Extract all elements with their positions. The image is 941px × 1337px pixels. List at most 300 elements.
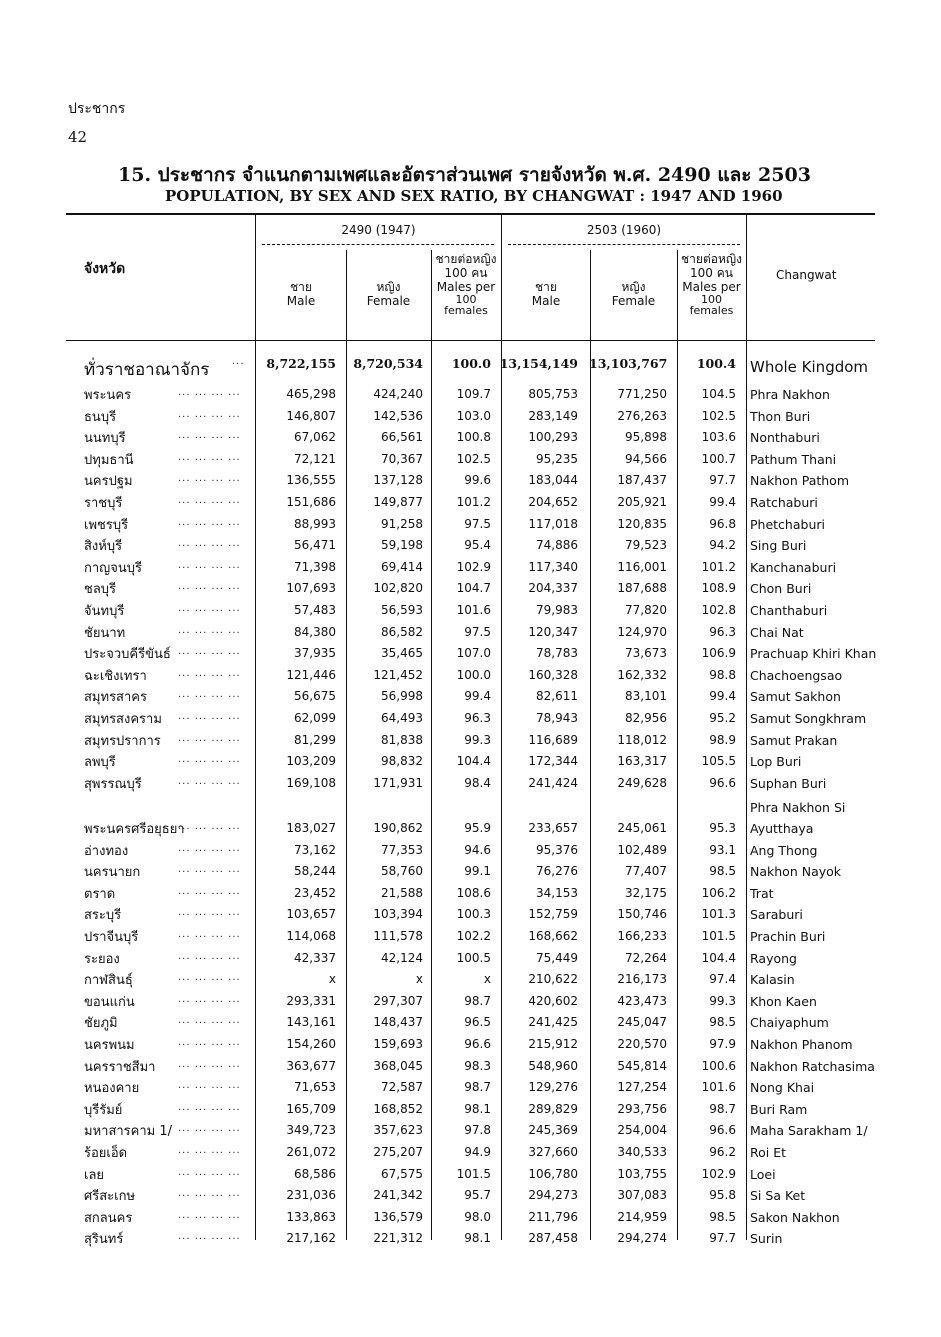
row-name-english: Ayutthaya	[750, 821, 814, 836]
row-dots: ... ... ... ...	[178, 451, 241, 463]
row-dots: ... ... ... ...	[178, 689, 241, 701]
row-name-english: Prachuap Khiri Khan	[750, 646, 877, 662]
male-label-thai: ชาย	[535, 280, 557, 294]
female-1960: 124,970	[617, 624, 667, 639]
row-dots: ... ... ... ...	[178, 495, 241, 506]
table-row	[0, 1123, 941, 1144]
female-1947: 159,693	[373, 1037, 423, 1051]
male-1960: 120,347	[528, 624, 578, 639]
row-name-thai: จันทบุรี	[84, 604, 125, 619]
male-1947: 165,709	[286, 1101, 336, 1116]
female-1960: 187,688	[617, 581, 667, 596]
female-1947: 59,198	[381, 538, 423, 553]
female-1947: 148,437	[373, 1015, 423, 1030]
female-1947: 190,862	[373, 821, 423, 835]
male-1960: 129,276	[528, 1080, 578, 1095]
male-1947: 143,161	[286, 1015, 336, 1030]
row-name-english: Prachin Buri	[750, 929, 826, 944]
ratio-1947: 104.7	[456, 581, 491, 596]
female-1947: 64,493	[381, 711, 423, 725]
female-1960: 294,274	[617, 1231, 667, 1246]
row-name-english: Sing Buri	[750, 538, 807, 554]
female-1947: 111,578	[373, 929, 423, 943]
row-dots: ... ... ... ...	[178, 1058, 241, 1070]
ratio-1960: 108.9	[701, 581, 736, 596]
ratio-1947: 107.0	[456, 646, 491, 661]
row-dots: ... ... ... ...	[178, 473, 241, 485]
female-1947: 424,240	[373, 387, 423, 401]
female-1947: 137,128	[373, 473, 423, 488]
female-1960: 94,566	[625, 451, 667, 466]
male-1960: 283,149	[528, 408, 578, 423]
ratio-1947: 100.5	[456, 950, 491, 965]
row-dots: ...	[232, 356, 245, 367]
ratio-1960: 104.5	[701, 387, 736, 401]
ratio-1960: 98.7	[709, 1101, 736, 1116]
row-name-english: Whole Kingdom	[750, 358, 869, 376]
row-name-english: Nakhon Phanom	[750, 1037, 853, 1052]
table-row	[0, 994, 941, 1015]
female-1947: 241,342	[373, 1188, 423, 1203]
row-name-thai: เพชรบุรี	[84, 517, 129, 533]
female-1947: 91,258	[381, 516, 423, 531]
ratio-1947: 101.5	[456, 1166, 491, 1181]
female-1960: 166,233	[617, 929, 667, 943]
male-1960: 160,328	[528, 667, 578, 682]
female-1960: 245,047	[617, 1015, 667, 1030]
male-1947: 103,209	[286, 754, 336, 769]
female-1947: 58,760	[381, 864, 423, 879]
row-name-english: Pathum Thani	[750, 451, 837, 467]
table-row	[0, 387, 941, 408]
row-name-thai: ปทุมธานี	[84, 452, 134, 468]
male-header-1960	[502, 280, 590, 308]
table-row	[0, 1059, 941, 1080]
ratio-1960: 97.4	[709, 972, 736, 987]
female-1947: 103,394	[373, 907, 423, 922]
table-row	[0, 821, 941, 842]
male-1947: 88,993	[294, 516, 336, 531]
female-1960: 187,437	[617, 473, 667, 488]
ratio-1947: 96.5	[464, 1015, 491, 1030]
ratio-1947: 99.6	[464, 473, 491, 488]
female-1947: 86,582	[381, 624, 423, 639]
ratio-1960: 106.9	[701, 646, 736, 661]
row-name-thai: ชัยนาท	[84, 625, 126, 641]
female-1947: 368,045	[373, 1058, 423, 1073]
female-1960: 77,407	[625, 864, 667, 879]
male-1947: 121,446	[286, 667, 336, 682]
row-dots: ... ... ... ...	[178, 1101, 241, 1113]
ratio-1947: 94.9	[464, 1145, 491, 1159]
table-title-thai: 15. ประชากร จำแนกตามเพศและอัตราส่วนเพศ รายจังหวัด พ.ศ. 2490 และ 2503	[118, 164, 811, 186]
female-1960: 163,317	[617, 754, 667, 769]
row-dots: ... ... ... ...	[178, 993, 241, 1005]
ratio-1947: 98.7	[464, 993, 491, 1008]
row-name-thai: สุรินทร์	[84, 1232, 124, 1248]
row-name-english: Nakhon Pathom	[750, 473, 849, 489]
female-1960: 150,746	[617, 907, 667, 922]
table-row	[0, 733, 941, 754]
male-1960: 211,796	[528, 1209, 578, 1224]
female-1947: 42,124	[381, 950, 423, 965]
male-1947: 84,380	[294, 624, 336, 639]
ratio-1947: 102.5	[456, 451, 491, 466]
row-dots: ... ... ... ...	[178, 1166, 241, 1178]
ratio-1947: 98.3	[464, 1058, 491, 1073]
male-1960: 117,018	[528, 516, 578, 531]
male-1960: 78,783	[536, 646, 578, 661]
row-name-thai: ทั่วราชอาณาจักร	[84, 360, 210, 380]
female-1947: 102,820	[373, 581, 423, 596]
row-dots: ... ... ... ...	[178, 907, 241, 919]
row-dots: ... ... ... ...	[178, 885, 241, 897]
table-row	[0, 603, 941, 624]
ratio-1947: 100.0	[456, 667, 491, 682]
female-1960: 72,264	[625, 950, 667, 965]
table-row	[0, 430, 941, 451]
ratio-1947: 100.8	[456, 430, 491, 445]
male-1960: 210,622	[528, 972, 578, 987]
female-1960: 307,083	[617, 1188, 667, 1203]
table-row	[0, 409, 941, 430]
row-name-english: Nong Khai	[750, 1080, 815, 1096]
row-name-english: Trat	[750, 885, 774, 901]
male-1947: 67,062	[294, 430, 336, 445]
male-1960: 204,652	[528, 495, 578, 509]
row-name-thai: ชลบุรี	[84, 582, 117, 598]
male-1960: 82,611	[536, 689, 578, 704]
row-name-english: Samut Songkhram	[750, 711, 867, 726]
male-1947: 56,675	[294, 689, 336, 704]
section-header: ประชากร	[68, 101, 126, 117]
row-name-thai: สระบุรี	[84, 908, 122, 924]
ratio-1960: 101.3	[701, 907, 736, 922]
ratio-1947: 108.6	[456, 885, 491, 900]
male-1947: 71,398	[294, 559, 336, 574]
male-1960: 245,369	[528, 1123, 578, 1138]
male-1960: 116,689	[528, 732, 578, 747]
ratio-1960: 93.1	[709, 842, 736, 857]
ratio-header-1947	[431, 252, 501, 316]
male-1960: 75,449	[536, 950, 578, 965]
row-dots: ... ... ... ...	[178, 950, 241, 962]
male-1947: 133,863	[286, 1209, 336, 1224]
row-name-thai: นครราชสีมา	[84, 1059, 156, 1075]
male-1960: 172,344	[528, 754, 578, 769]
table-row	[0, 1080, 941, 1101]
ratio-1960: 106.2	[701, 885, 736, 900]
row-name-english: Nonthaburi	[750, 430, 820, 446]
ratio-1960: 102.5	[701, 408, 736, 423]
row-name-english: Phetchaburi	[750, 516, 825, 532]
row-dots: ... ... ... ...	[178, 581, 241, 593]
row-name-english: Chaiyaphum	[750, 1015, 829, 1031]
row-name-english: Surin	[750, 1231, 783, 1247]
table-row	[0, 581, 941, 602]
female-1947: 357,623	[373, 1123, 423, 1138]
male-1960: 117,340	[528, 559, 578, 574]
row-name-english: Nakhon Ratchasima	[750, 1058, 875, 1074]
row-name-thai: พระนครศรีอยุธยา	[84, 822, 185, 837]
row-name-english: Saraburi	[750, 907, 803, 923]
male-1947: 154,260	[286, 1037, 336, 1051]
row-name-english: Khon Kaen	[750, 993, 817, 1009]
female-header-1960	[590, 280, 677, 308]
male-1960: 79,983	[536, 603, 578, 617]
table-row	[0, 452, 941, 473]
row-name-thai: สมุทรสาคร	[84, 690, 147, 706]
female-1960: 32,175	[625, 885, 667, 900]
male-1960: 13,154,149	[499, 356, 578, 371]
male-1947: 217,162	[286, 1231, 336, 1246]
year-dash-rule	[262, 244, 494, 245]
row-dots: ... ... ... ...	[178, 646, 241, 658]
ratio-1960: 96.8	[709, 516, 736, 531]
row-name-thai: ชัยภูมิ	[84, 1016, 118, 1032]
male-1947: 81,299	[294, 732, 336, 747]
ratio-1947: 101.2	[456, 495, 491, 509]
row-dots: ... ... ... ...	[178, 864, 241, 876]
male-1960: 100,293	[528, 430, 578, 445]
row-name-english: Chanthaburi	[750, 603, 828, 618]
page-number: 42	[68, 128, 88, 146]
table-row	[0, 886, 941, 907]
female-1947: 297,307	[373, 993, 423, 1008]
female-1960: 102,489	[617, 842, 667, 857]
female-1947: 72,587	[381, 1080, 423, 1095]
female-1947: 121,452	[373, 667, 423, 682]
row-name-thai: สมุทรปราการ	[84, 733, 161, 749]
ratio-1960: 98.5	[709, 1209, 736, 1224]
female-label-thai: หญิง	[376, 280, 401, 294]
row-name-thai: นครปฐม	[84, 474, 133, 490]
female-1960: 216,173	[617, 972, 667, 987]
row-name-thai: นครนายก	[84, 865, 141, 881]
row-name-english: Samut Sakhon	[750, 689, 841, 705]
row-dots: ... ... ... ...	[178, 603, 241, 614]
female-1960: 103,755	[617, 1166, 667, 1181]
ratio-1947: 98.1	[464, 1101, 491, 1116]
ratio-1960: 99.4	[709, 689, 736, 704]
male-1960: 74,886	[536, 538, 578, 553]
table-row	[0, 1210, 941, 1231]
female-1947: 8,720,534	[353, 356, 423, 371]
male-1960: 233,657	[528, 821, 578, 835]
ratio-label-english-2: 100	[701, 293, 722, 306]
female-label-english: Female	[366, 294, 411, 308]
row-dots: ... ... ... ...	[178, 1080, 241, 1092]
row-name-thai: เลย	[84, 1167, 105, 1183]
female-1960: 127,254	[617, 1080, 667, 1095]
row-name-thai: ระยอง	[84, 951, 120, 967]
table-top-rule	[66, 213, 875, 215]
ratio-label-english: Males per	[436, 280, 496, 294]
female-1947: 35,465	[381, 646, 423, 661]
male-1947: 349,723	[286, 1123, 336, 1138]
ratio-1947: 98.1	[464, 1231, 491, 1246]
male-1960: 327,660	[528, 1145, 578, 1159]
row-name-thai: สกลนคร	[84, 1210, 133, 1226]
female-1960: 82,956	[625, 711, 667, 725]
male-1947: 58,244	[294, 864, 336, 879]
row-name-thai: ราชบุรี	[84, 496, 123, 511]
female-1947: 171,931	[373, 775, 423, 790]
row-name-thai: นนทบุรี	[84, 431, 126, 447]
ratio-1947: 98.7	[464, 1080, 491, 1095]
female-1947: 69,414	[381, 559, 423, 574]
row-dots: ... ... ... ...	[178, 538, 241, 550]
male-1947: 8,722,155	[266, 356, 336, 371]
row-dots: ... ... ... ...	[178, 972, 241, 984]
row-name-thai: ตราด	[84, 886, 116, 902]
male-1960: 106,780	[528, 1166, 578, 1181]
female-1947: 136,579	[373, 1209, 423, 1224]
male-1947: 42,337	[294, 950, 336, 965]
row-dots: ... ... ... ...	[178, 1037, 241, 1048]
row-name-english: Samut Prakan	[750, 732, 838, 748]
row-dots: ... ... ... ...	[178, 1145, 241, 1156]
ratio-label-english-2: 100	[455, 293, 477, 306]
ratio-1960: 102.8	[701, 603, 736, 617]
row-dots: ... ... ... ...	[178, 1015, 241, 1027]
ratio-1947: 98.4	[464, 775, 491, 790]
ratio-1960: 95.8	[709, 1188, 736, 1203]
ratio-1960: 94.2	[709, 538, 736, 553]
row-name-english: Ang Thong	[750, 842, 818, 858]
table-row	[0, 1167, 941, 1188]
row-name-english: Loei	[750, 1166, 776, 1182]
row-name-thai: กาญจนบุรี	[84, 560, 142, 576]
ratio-label-thai-2: 100 คน	[444, 266, 488, 280]
row-dots: ... ... ... ...	[178, 387, 241, 398]
male-1947: 73,162	[294, 842, 336, 857]
female-1960: 116,001	[617, 559, 667, 574]
table-title-english: POPULATION, BY SEX AND SEX RATIO, BY CHANGWAT : 1947 AND 1960	[165, 187, 783, 205]
male-1947: 37,935	[294, 646, 336, 661]
ayutthaya-english-line1: Phra Nakhon Si	[750, 800, 846, 815]
female-1947: 67,575	[381, 1166, 423, 1181]
ratio-1960: 101.5	[701, 929, 736, 943]
table-row	[0, 1145, 941, 1166]
row-name-english: Ratchaburi	[750, 495, 818, 510]
row-name-thai: กาฬสินธุ์	[84, 973, 133, 989]
ratio-1960: 99.4	[709, 495, 736, 509]
female-1960: 79,523	[625, 538, 667, 553]
male-1947: 293,331	[286, 993, 336, 1008]
row-name-thai: นครพนม	[84, 1038, 135, 1053]
ratio-1960: 101.2	[701, 559, 736, 574]
table-row	[0, 495, 941, 516]
male-1960: 289,829	[528, 1101, 578, 1116]
male-label-english: Male	[531, 294, 561, 308]
row-name-thai: ฉะเชิงเทรา	[84, 668, 147, 684]
ratio-1960: 95.3	[709, 821, 736, 835]
male-1947: 114,068	[286, 929, 336, 943]
row-dots: ... ... ... ...	[178, 430, 241, 442]
female-1947: 21,588	[381, 885, 423, 900]
row-name-thai: หนองคาย	[84, 1081, 140, 1097]
row-name-thai: ศรีสะเกษ	[84, 1189, 136, 1205]
row-name-english: Phra Nakhon	[750, 387, 830, 402]
table-row	[0, 473, 941, 494]
row-name-english: Maha Sarakham 1/	[750, 1123, 868, 1139]
ratio-1947: 97.8	[464, 1123, 491, 1138]
ratio-1947: 99.1	[464, 864, 491, 879]
male-1960: 152,759	[528, 907, 578, 922]
row-name-thai: บุรีรัมย์	[84, 1102, 123, 1118]
table-row	[0, 843, 941, 864]
row-name-english: Sakon Nakhon	[750, 1209, 840, 1225]
female-1960: 95,898	[625, 430, 667, 445]
ratio-1947: 97.5	[464, 624, 491, 639]
male-1947: 146,807	[286, 408, 336, 423]
row-name-english: Thon Buri	[750, 408, 811, 424]
female-label-english: Female	[611, 294, 656, 308]
ratio-label-english: Males per	[682, 280, 741, 294]
male-1960: 215,912	[528, 1037, 578, 1051]
ratio-1960: 100.4	[696, 356, 736, 371]
ratio-1960: 98.5	[709, 864, 736, 879]
male-1947: 71,653	[294, 1080, 336, 1095]
row-name-thai: ร้อยเอ็ด	[84, 1146, 128, 1161]
table-header-rule	[66, 340, 875, 341]
row-name-english: Chachoengsao	[750, 667, 843, 683]
ratio-1947: 98.0	[464, 1209, 491, 1224]
ratio-1960: 95.2	[709, 711, 736, 725]
male-1960: 287,458	[528, 1231, 578, 1246]
row-name-english: Lop Buri	[750, 754, 802, 770]
female-1947: x	[415, 972, 423, 987]
male-1960: 241,425	[528, 1015, 578, 1030]
ratio-label-thai-2: 100 คน	[690, 266, 733, 280]
ratio-label-thai: ชายต่อหญิง	[435, 252, 497, 266]
female-header-1947	[346, 280, 431, 308]
row-name-english: Rayong	[750, 950, 797, 966]
row-name-thai: ลพบุรี	[84, 755, 116, 771]
male-1947: 363,677	[286, 1058, 336, 1073]
male-1947: 23,452	[294, 885, 336, 900]
female-1960: 340,533	[617, 1145, 667, 1159]
ratio-1960: 98.5	[709, 1015, 736, 1030]
row-dots: ... ... ... ...	[178, 1123, 241, 1135]
table-row	[0, 1231, 941, 1252]
ratio-1960: 104.4	[701, 950, 736, 965]
female-1960: 83,101	[625, 689, 667, 704]
female-1947: 70,367	[381, 451, 423, 466]
ratio-label-thai: ชายต่อหญิง	[681, 252, 742, 266]
ratio-1960: 105.5	[701, 754, 736, 769]
row-dots: ... ... ... ...	[178, 732, 241, 744]
row-dots: ... ... ... ...	[178, 929, 241, 940]
female-1960: 771,250	[617, 387, 667, 401]
female-1947: 149,877	[373, 495, 423, 509]
ratio-1947: 100.3	[456, 907, 491, 922]
table-row	[0, 929, 941, 950]
row-dots: ... ... ... ...	[178, 1188, 241, 1200]
ratio-1947: 96.3	[464, 711, 491, 725]
male-1947: 56,471	[294, 538, 336, 553]
row-name-english: Si Sa Ket	[750, 1188, 806, 1204]
male-label-thai: ชาย	[290, 280, 312, 294]
row-dots: ... ... ... ...	[178, 842, 241, 854]
table-row	[0, 907, 941, 928]
row-dots: ... ... ... ...	[178, 711, 241, 722]
male-1960: 548,960	[528, 1058, 578, 1073]
year-dash-rule	[508, 244, 740, 245]
row-name-thai: สิงห์บุรี	[84, 539, 123, 555]
row-dots: ... ... ... ...	[178, 516, 241, 528]
